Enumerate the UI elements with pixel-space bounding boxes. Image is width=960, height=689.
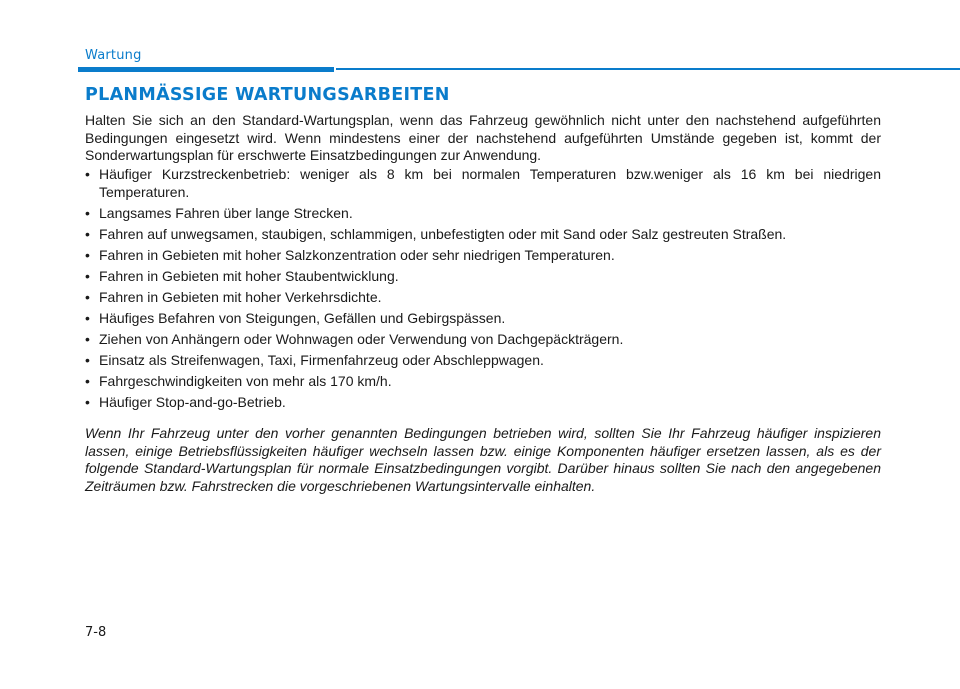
italic-note: Wenn Ihr Fahrzeug unter den vorher genannten Bedingungen betrieben wird, sollten Sie Ihr Fahrzeug häufiger inspizieren lassen, einige Betriebsflüssigkeiten häufiger wechseln lassen bzw. einige Komponenten häufiger ersetzen lassen, als es der folgende Standard-Wartungsplan für normale Einsatzbedingungen vorgibt. Darüber hinaus sollten Sie nach den angegebenen Zeiträumen bzw. Fahrstrecken die vorgeschriebenen Wartungsintervalle einhalten.	[85, 425, 881, 494]
list-item: • Langsames Fahren über lange Strecken.	[85, 205, 881, 223]
list-item: • Fahrgeschwindigkeiten von mehr als 170 km/h.	[85, 373, 881, 391]
header-rule-thick	[78, 67, 334, 72]
header-rule-thin	[336, 68, 960, 70]
conditions-list	[85, 166, 881, 415]
list-item: • Häufiger Kurzstreckenbetrieb: weniger als 8 km bei normalen Temperaturen bzw.weniger als 16 km bei niedrigen Temperaturen.	[85, 166, 881, 201]
list-item: • Fahren in Gebieten mit hoher Salzkonzentration oder sehr niedrigen Temperaturen.	[85, 247, 881, 265]
list-item: • Einsatz als Streifenwagen, Taxi, Firmenfahrzeug oder Abschleppwagen.	[85, 352, 881, 370]
list-item: • Fahren auf unwegsamen, staubigen, schlammigen, unbefestigten oder mit Sand oder Salz gestreuten Straßen.	[85, 226, 881, 244]
list-item: • Häufiger Stop-and-go-Betrieb.	[85, 394, 881, 412]
intro-paragraph: Halten Sie sich an den Standard-Wartungsplan, wenn das Fahrzeug gewöhnlich nicht unter den nachstehend aufgeführten Bedingungen eingesetzt wird. Wenn mindestens einer der nachstehend aufgeführten Umstände gegeben ist, kommt der Sonderwartungsplan für erschwerte Einsatzbedingungen zur Anwendung.	[85, 112, 881, 163]
page-number: 7-8	[85, 625, 107, 640]
list-item: • Ziehen von Anhängern oder Wohnwagen oder Verwendung von Dachgepäckträgern.	[85, 331, 881, 349]
list-item: • Fahren in Gebieten mit hoher Staubentwicklung.	[85, 268, 881, 286]
section-label: Wartung	[85, 48, 142, 63]
page-heading: PLANMÄSSIGE WARTUNGSARBEITEN	[85, 85, 450, 105]
list-item: • Fahren in Gebieten mit hoher Verkehrsdichte.	[85, 289, 881, 307]
list-item: • Häufiges Befahren von Steigungen, Gefällen und Gebirgspässen.	[85, 310, 881, 328]
